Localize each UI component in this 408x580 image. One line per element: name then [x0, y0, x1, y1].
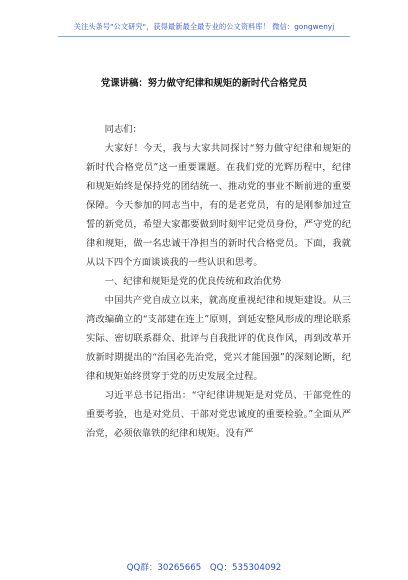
- greeting: 同志们：: [104, 124, 142, 135]
- footer-qq-group: QQ群：30265665: [126, 563, 202, 573]
- document-body: [86, 120, 351, 443]
- footer-contact: [0, 561, 408, 573]
- paragraph-history: 中国共产党自成立以来，就高度重视纪律和规矩建设。从三湾改编确立的“支部建在连上”原则，到延安整风形成的理论联系实际、密切联系群众、批评与自我批评的优良作风，再到改革开放新时期提出的“治国必先治党，党兴才能国强”的深刻论断，纪律和规矩始终贯穿于党的历史发展全过程。: [86, 295, 351, 382]
- footer-qq: QQ：535304092: [209, 563, 282, 573]
- paragraph-intro: 大家好！今天，我与大家共同探讨“努力做守纪律和规矩的新时代合格党员”这一重要课题。在我们党的光辉历程中，纪律和规矩始终是保持党的团结统一、推动党的事业不断前进的重要保障。今天参加的同志当中，有的是老党员，有的是刚参加过宣誓的新党员，希望大家都要做到时刻牢记党员身份，严守党的纪律和规矩，做一名忠诚干净担当的新时代合格党员。下面，我就从以下四个方面谈谈我的一些认识和思考。: [86, 143, 351, 268]
- header-banner: 关注头条号"公文研究"，获得最新最全最专业的公文资料库！ 微信：gongwenyj: [73, 22, 335, 31]
- section-heading-1: 一、纪律和规矩是党的优良传统和政治优势: [104, 276, 282, 287]
- header-divider: [58, 36, 350, 37]
- document-title: 党课讲稿：努力做守纪律和规矩的新时代合格党员: [100, 78, 308, 89]
- paragraph-quote: 习近平总书记指出：“守纪律讲规矩是对党员、干部党性的重要考验，也是对党员、干部对党忠诚度的重要检验。”全面从严治党，必须依靠铁的纪律和规矩。没有严: [86, 390, 351, 439]
